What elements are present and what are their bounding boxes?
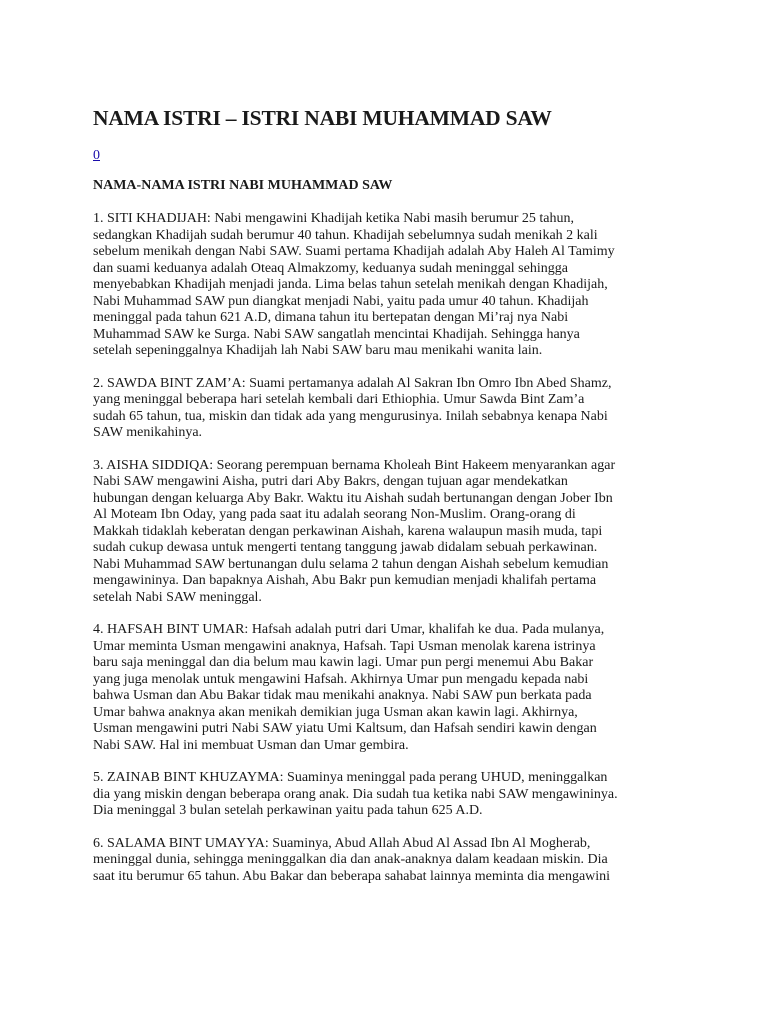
text-line: setelah sepeninggalnya Khadijah lah Nabi SAW baru mau menikahi wanita lain. bbox=[93, 343, 543, 358]
text-line: 6. SALAMA BINT UMAYYA: Suaminya, Abud Allah Abud Al Assad Ibn Al Mogherab, bbox=[93, 835, 591, 851]
text-line: Nabi SAW. Hal ini membuat Usman dan Umar gembira. bbox=[93, 737, 409, 753]
document-page bbox=[93, 104, 683, 885]
text-line: baru saja meninggal dan dia belum mau kawin lagi. Umar pun pergi menemui Abu Bakar bbox=[93, 655, 594, 670]
text-line: sudah cukup dewasa untuk mengerti tentang tanggung jawab didalam sebuah perkawinan. bbox=[93, 540, 598, 555]
text-line: saat itu berumur 65 tahun. Abu Bakar dan beberapa sahabat lainnya meminta dia mengawini bbox=[93, 868, 611, 884]
text-line: Al Moteam Ibn Oday, yang pada saat itu adalah seorang Non-Muslim. Orang-orang di bbox=[93, 507, 576, 522]
text-line: Muhammad SAW ke Surga. Nabi SAW sangatlah mencintai Khadijah. Sehingga hanya bbox=[93, 326, 580, 342]
text-line: setelah Nabi SAW meninggal. bbox=[93, 589, 262, 605]
text-line: yang meninggal beberapa hari setelah kembali dari Ethiophia. Umur Sawda Bint Zam’a bbox=[93, 392, 585, 407]
paragraph-sawda-bint-zama bbox=[93, 376, 683, 442]
text-line: dia yang miskin dengan beberapa orang anak. Dia sudah tua ketika nabi SAW mengawininya. bbox=[93, 786, 618, 802]
text-line: Nabi Muhammad SAW bertunangan dulu selama 2 tahun dengan Aishah sebelum kemudian bbox=[93, 556, 609, 572]
text-line: mengawininya. Dan bapaknya Aishah, Abu Bakr pun kemudian menjadi khalifah pertama bbox=[93, 573, 597, 588]
paragraph-aisha-siddiqa bbox=[93, 458, 683, 607]
text-line: 3. AISHA SIDDIQA: Seorang perempuan bernama Kholeah Bint Hakeem menyarankan agar bbox=[93, 457, 616, 473]
text-line: Nabi SAW mengawini Aisha, putri dari Aby Bakrs, dengan tujuan agar mendekatkan bbox=[93, 474, 568, 489]
text-line: Nabi Muhammad SAW pun diangkat menjadi Nabi, yaitu pada umur 40 tahun. Khadijah bbox=[93, 293, 589, 309]
text-line: menyebabkan Khadijah menjadi janda. Lima belas tahun setelah menikah dengan Khadijah, bbox=[93, 277, 608, 292]
text-line: Umar bahwa anaknya akan menikah demikian juga Usman akan kawin lagi. Akhirnya, bbox=[93, 704, 578, 720]
text-line: Umar meminta Usman mengawini anaknya, Hafsah. Tapi Usman menolak karena istrinya bbox=[93, 638, 596, 654]
text-line: Usman mengawini putri Nabi SAW yiatu Umi Kaltsum, dan Hafsah sendiri kawin dengan bbox=[93, 721, 597, 736]
paragraph-zainab-bint-khuzayma bbox=[93, 770, 683, 820]
paragraph-hafsah-bint-umar bbox=[93, 622, 683, 754]
comment-count-link[interactable]: 0 bbox=[93, 148, 100, 163]
text-line: meninggal pada tahun 621 A.D, dimana tahun itu bertepatan dengan Mi’raj nya Nabi bbox=[93, 310, 569, 325]
paragraph-salama-bint-umayya bbox=[93, 836, 683, 886]
text-line: 1. SITI KHADIJAH: Nabi mengawini Khadijah ketika Nabi masih berumur 25 tahun, bbox=[93, 211, 574, 226]
text-line: dan suami keduanya adalah Oteaq Almakzomy, keduanya sudah meninggal sehingga bbox=[93, 260, 568, 276]
text-line: 4. HAFSAH BINT UMAR: Hafsah adalah putri dari Umar, khalifah ke dua. Pada mulanya, bbox=[93, 622, 605, 637]
text-line: sedangkan Khadijah sudah berumur 40 tahun. Khadijah sebelumnya sudah menikah 2 kali bbox=[93, 227, 598, 243]
section-heading: NAMA-NAMA ISTRI NABI MUHAMMAD SAW bbox=[93, 178, 393, 193]
text-line: bahwa Usman dan Abu Bakar tidak mau menikahi anaknya. Nabi SAW pun berkata pada bbox=[93, 688, 592, 703]
text-line: hubungan dengan keluarga Aby Bakr. Waktu itu Aishah sudah bertunangan dengan Jober Ibn bbox=[93, 490, 613, 506]
paragraph-siti-khadijah bbox=[93, 211, 683, 360]
text-line: meninggal dunia, sehingga meninggalkan dia dan anak-anaknya dalam keadaan miskin. Dia bbox=[93, 852, 608, 867]
text-line: yang juga menolak untuk mengawini Hafsah. Akhirnya Umar pun mengadu kepada nabi bbox=[93, 671, 589, 687]
text-line: SAW menikahinya. bbox=[93, 425, 203, 440]
text-line: Makkah tidaklah keberatan dengan perkawinan Aishah, karena walaupun masih muda, tapi bbox=[93, 523, 603, 539]
text-line: 5. ZAINAB BINT KHUZAYMA: Suaminya meninggal pada perang UHUD, meninggalkan bbox=[93, 770, 608, 785]
text-line: 2. SAWDA BINT ZAM’A: Suami pertamanya adalah Al Sakran Ibn Omro Ibn Abed Shamz, bbox=[93, 375, 612, 391]
text-line: Dia meninggal 3 bulan setelah perkawinan yaitu pada tahun 625 A.D. bbox=[93, 803, 483, 818]
page-title: NAMA ISTRI – ISTRI NABI MUHAMMAD SAW bbox=[93, 106, 552, 130]
text-line: sebelum menikah dengan Nabi SAW. Suami pertama Khadijah adalah Aby Haleh Al Tamimy bbox=[93, 244, 615, 259]
text-line: sudah 65 tahun, tua, miskin dan tidak ada yang mengurusinya. Inilah sebabnya kenapa Nabi bbox=[93, 408, 608, 424]
